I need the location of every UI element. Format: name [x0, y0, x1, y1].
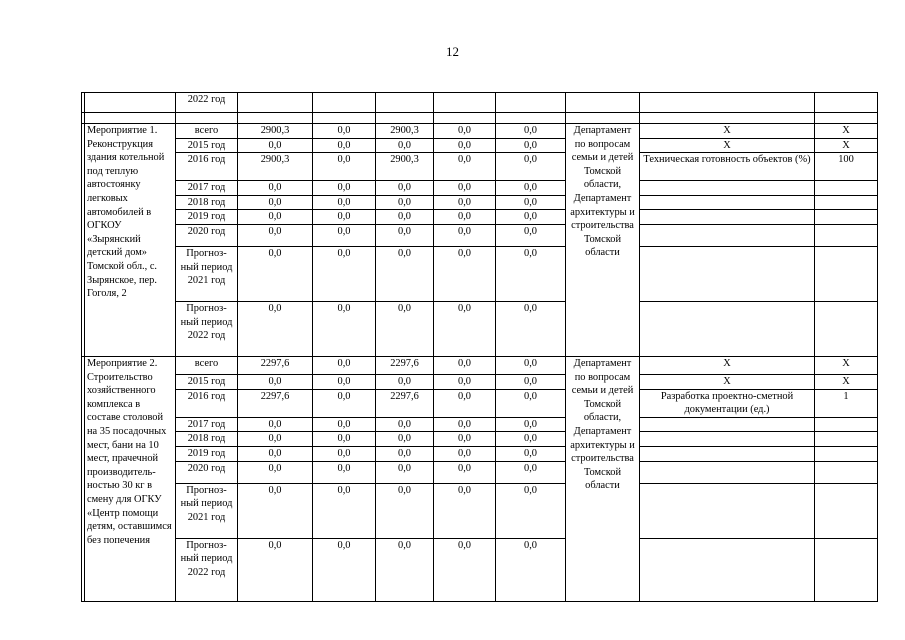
page-number: 12: [446, 44, 459, 59]
value-cell: 0,0: [238, 374, 313, 389]
value-cell: 0,0: [313, 246, 376, 301]
value-cell: 2900,3: [238, 124, 313, 139]
year-cell: Прогноз-ный период 2021 год: [176, 483, 238, 538]
value-cell: 0,0: [376, 224, 434, 246]
table-row: [82, 374, 878, 389]
indicator-name: Техническая готовность объектов (%): [640, 153, 815, 181]
year-cell: Прогноз-ный период 2021 год: [176, 246, 238, 301]
indicator-name: Х: [640, 138, 815, 153]
value-cell: 0,0: [376, 417, 434, 432]
value-cell: 2297,6: [238, 356, 313, 374]
value-cell: 0,0: [496, 246, 566, 301]
year-cell: 2016 год: [176, 153, 238, 181]
value-cell: 0,0: [238, 446, 313, 461]
value-cell: 0,0: [238, 432, 313, 447]
value-cell: 0,0: [238, 181, 313, 196]
value-cell: 0,0: [434, 446, 496, 461]
value-cell: 0,0: [434, 153, 496, 181]
value-cell: 0,0: [496, 301, 566, 356]
table-row: [82, 301, 878, 356]
table-row: [82, 181, 878, 196]
value-cell: 0,0: [313, 356, 376, 374]
value-cell: 0,0: [434, 138, 496, 153]
value-cell: 0,0: [434, 301, 496, 356]
table-row: [82, 124, 878, 139]
value-cell: 0,0: [496, 181, 566, 196]
value-cell: 0,0: [434, 195, 496, 210]
indicator-value: 1: [815, 389, 878, 417]
table-row: [82, 432, 878, 447]
value-cell: 2297,6: [376, 389, 434, 417]
table-row: [82, 417, 878, 432]
value-cell: 0,0: [434, 210, 496, 225]
value-cell: 0,0: [434, 432, 496, 447]
value-cell: 0,0: [238, 417, 313, 432]
value-cell: 0,0: [496, 389, 566, 417]
value-cell: 0,0: [434, 356, 496, 374]
value-cell: 0,0: [496, 461, 566, 483]
year-cell: 2020 год: [176, 224, 238, 246]
value-cell: 0,0: [313, 210, 376, 225]
year-cell: Прогноз-ный период 2022 год: [176, 538, 238, 601]
table-row: [82, 446, 878, 461]
indicator-value: 100: [815, 153, 878, 181]
value-cell: 2900,3: [376, 124, 434, 139]
year-cell: 2017 год: [176, 417, 238, 432]
table-row: [82, 210, 878, 225]
year-cell: 2022 год: [176, 93, 238, 113]
value-cell: 0,0: [434, 538, 496, 601]
value-cell: 0,0: [238, 224, 313, 246]
value-cell: 2900,3: [376, 153, 434, 181]
value-cell: 0,0: [313, 195, 376, 210]
value-cell: 0,0: [496, 356, 566, 374]
value-cell: 0,0: [496, 417, 566, 432]
value-cell: 0,0: [313, 224, 376, 246]
value-cell: 0,0: [376, 246, 434, 301]
indicator-value: Х: [815, 138, 878, 153]
value-cell: 0,0: [434, 224, 496, 246]
indicator-name: Х: [640, 374, 815, 389]
value-cell: 0,0: [434, 483, 496, 538]
value-cell: 0,0: [496, 124, 566, 139]
table-row: [82, 93, 878, 113]
value-cell: 0,0: [496, 138, 566, 153]
value-cell: 0,0: [238, 138, 313, 153]
value-cell: 0,0: [376, 301, 434, 356]
value-cell: 0,0: [376, 374, 434, 389]
value-cell: 0,0: [313, 417, 376, 432]
indicator-name: Х: [640, 124, 815, 139]
year-cell: 2018 год: [176, 195, 238, 210]
value-cell: 2297,6: [238, 389, 313, 417]
value-cell: 0,0: [496, 210, 566, 225]
year-cell: 2019 год: [176, 210, 238, 225]
event-title: Мероприятие 2. Строительство хозяйственного комплекса в составе столовой на 35 посадочных мест, бани на 10 мест, прачечной производитель-ностью 30 кг в смену для ОГКУ «Центр помощи детям, оставшимся без попечения: [85, 356, 176, 601]
table-row: [82, 356, 878, 374]
value-cell: 0,0: [313, 153, 376, 181]
indicator-value: Х: [815, 124, 878, 139]
value-cell: 0,0: [434, 181, 496, 196]
year-cell: 2015 год: [176, 138, 238, 153]
value-cell: 0,0: [238, 210, 313, 225]
value-cell: 0,0: [496, 153, 566, 181]
value-cell: 0,0: [434, 461, 496, 483]
value-cell: 0,0: [238, 301, 313, 356]
value-cell: 2297,6: [376, 356, 434, 374]
value-cell: 0,0: [313, 374, 376, 389]
value-cell: 0,0: [313, 124, 376, 139]
value-cell: 0,0: [238, 195, 313, 210]
value-cell: 0,0: [376, 446, 434, 461]
value-cell: 0,0: [496, 483, 566, 538]
indicator-value: Х: [815, 356, 878, 374]
table-row: [82, 224, 878, 246]
value-cell: 0,0: [434, 374, 496, 389]
year-cell: 2018 год: [176, 432, 238, 447]
value-cell: 0,0: [313, 461, 376, 483]
year-cell: 2020 год: [176, 461, 238, 483]
value-cell: 0,0: [376, 138, 434, 153]
table-row: [82, 538, 878, 601]
value-cell: 0,0: [376, 461, 434, 483]
indicator-value: Х: [815, 374, 878, 389]
value-cell: 0,0: [376, 195, 434, 210]
value-cell: 0,0: [238, 246, 313, 301]
value-cell: 0,0: [496, 446, 566, 461]
value-cell: 0,0: [313, 138, 376, 153]
value-cell: 0,0: [496, 224, 566, 246]
value-cell: 0,0: [434, 124, 496, 139]
table-row: [82, 138, 878, 153]
year-cell: 2016 год: [176, 389, 238, 417]
value-cell: 0,0: [313, 389, 376, 417]
value-cell: 0,0: [376, 538, 434, 601]
value-cell: 0,0: [313, 483, 376, 538]
value-cell: 0,0: [313, 432, 376, 447]
value-cell: 0,0: [238, 538, 313, 601]
year-cell: Прогноз-ный период 2022 год: [176, 301, 238, 356]
value-cell: 0,0: [496, 374, 566, 389]
value-cell: 0,0: [496, 538, 566, 601]
budget-table: [81, 92, 878, 602]
value-cell: 0,0: [313, 446, 376, 461]
value-cell: 0,0: [496, 195, 566, 210]
year-cell: 2019 год: [176, 446, 238, 461]
year-cell: 2015 год: [176, 374, 238, 389]
value-cell: 0,0: [313, 181, 376, 196]
table-row: [82, 246, 878, 301]
value-cell: 2900,3: [238, 153, 313, 181]
table-row: [82, 153, 878, 181]
event-title: Мероприятие 1. Реконструкция здания котельной под теплую автостоянку легковых автомобилей в ОГКОУ «Зырянский детский дом» Томской обл., с. Зырянское, пер. Гоголя, 2: [85, 124, 176, 357]
value-cell: 0,0: [376, 483, 434, 538]
value-cell: 0,0: [313, 301, 376, 356]
value-cell: 0,0: [238, 461, 313, 483]
indicator-name: Х: [640, 356, 815, 374]
value-cell: 0,0: [434, 417, 496, 432]
year-cell: 2017 год: [176, 181, 238, 196]
value-cell: 0,0: [313, 538, 376, 601]
year-cell: всего: [176, 124, 238, 139]
department-cell: Департамент по вопросам семьи и детей Томской области, Департамент архитектуры и строительства Томской области: [566, 356, 640, 601]
value-cell: 0,0: [376, 210, 434, 225]
value-cell: 0,0: [376, 181, 434, 196]
value-cell: 0,0: [434, 389, 496, 417]
table-row: [82, 461, 878, 483]
table-row: [82, 389, 878, 417]
year-cell: всего: [176, 356, 238, 374]
value-cell: 0,0: [238, 483, 313, 538]
value-cell: 0,0: [376, 432, 434, 447]
value-cell: 0,0: [434, 246, 496, 301]
indicator-name: Разработка проектно-сметной документации (ед.): [640, 389, 815, 417]
department-cell: Департамент по вопросам семьи и детей Томской области, Департамент архитектуры и строительства Томской области: [566, 124, 640, 357]
value-cell: 0,0: [496, 432, 566, 447]
table-row: [82, 483, 878, 538]
table-row: [82, 195, 878, 210]
